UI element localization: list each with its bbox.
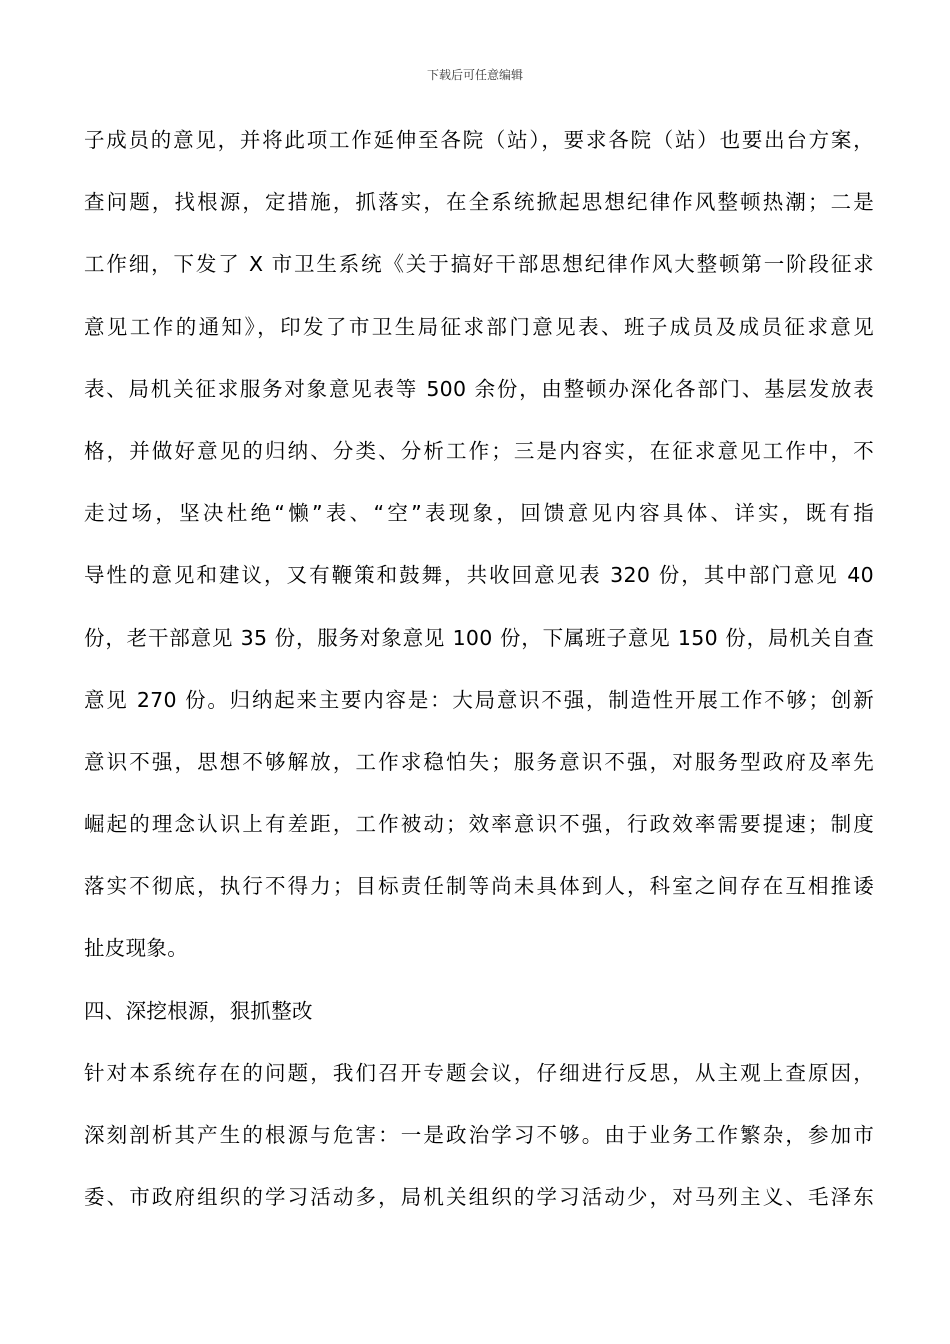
text-line: 深刻剖析其产生的根源与危害：一是政治学习不够。由于业务工作繁杂，参加市 [84, 1123, 874, 1147]
text-line: 导性的意见和建议，又有鞭策和鼓舞，共收回意见表 320 份，其中部门意见 40 [84, 563, 874, 588]
text-line: 查问题，找根源，定措施，抓落实，在全系统掀起思想纪律作风整顿热潮；二是 [84, 190, 874, 215]
text-line: 意识不强，思想不够解放，工作求稳怕失；服务意识不强，对服务型政府及率先 [84, 749, 874, 774]
text-line: 针对本系统存在的问题，我们召开专题会议，仔细进行反思，从主观上查原因， [84, 1060, 874, 1085]
text-line: 份，老干部意见 35 份，服务对象意见 100 份，下属班子意见 150 份，局机关自查 [84, 625, 874, 650]
section-heading: 四、深挖根源，狠抓整改 [84, 998, 313, 1023]
text-line: 工作细，下发了 X 市卫生系统《关于搞好干部思想纪律作风大整顿第一阶段征求 [84, 252, 874, 277]
text-line: 意见 270 份。归纳起来主要内容是：大局意识不强，制造性开展工作不够；创新 [84, 687, 874, 712]
document-body [84, 120, 874, 1239]
page-header-note: 下载后可任意编辑 [426, 68, 523, 82]
text-line: 格，并做好意见的归纳、分类、分析工作；三是内容实，在征求意见工作中，不 [84, 438, 874, 463]
text-line: 崛起的理念认识上有差距，工作被动；效率意识不强，行政效率需要提速；制度 [84, 812, 874, 837]
text-line: 扯皮现象。 [84, 936, 188, 961]
text-line: 落实不彻底，执行不得力；目标责任制等尚未具体到人，科室之间存在互相推诿 [84, 874, 874, 899]
text-line: 意见工作的通知》，印发了市卫生局征求部门意见表、班子成员及成员征求意见 [84, 314, 874, 339]
text-line: 子成员的意见，并将此项工作延伸至各院（站），要求各院（站）也要出台方案， [84, 128, 874, 152]
text-line: 走过场，坚决杜绝“懒”表、“空”表现象，回馈意见内容具体、详实，既有指 [84, 501, 874, 526]
text-line: 委、市政府组织的学习活动多，局机关组织的学习活动少，对马列主义、毛泽东 [84, 1185, 874, 1210]
text-line: 表、局机关征求服务对象意见表等 500 余份，由整顿办深化各部门、基层发放表 [84, 376, 874, 401]
